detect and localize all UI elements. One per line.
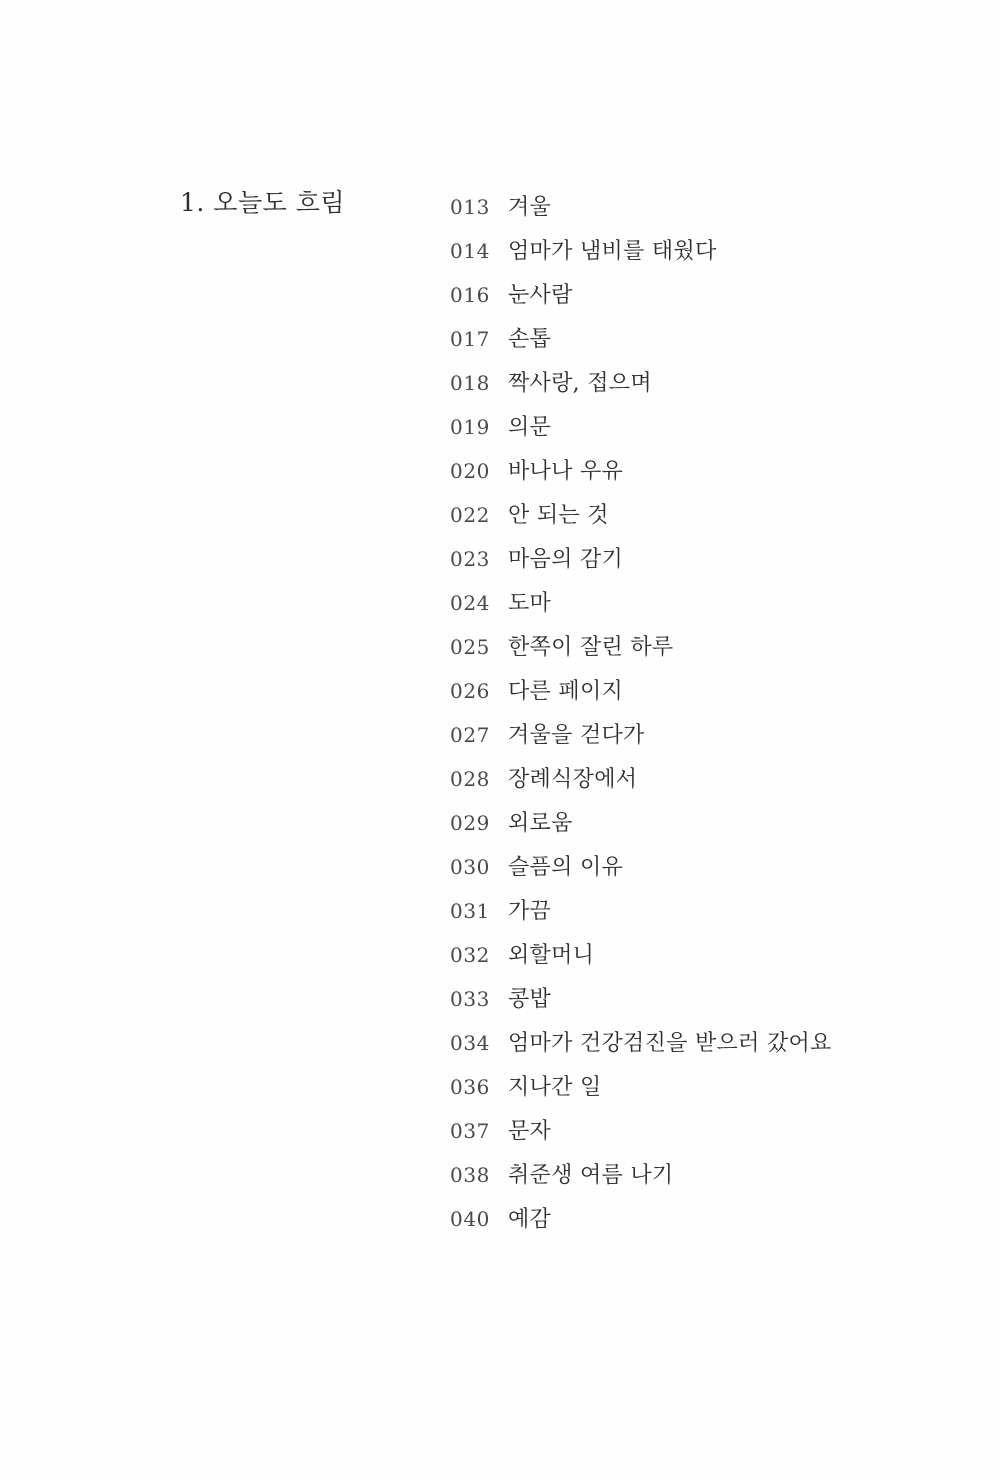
entry-title: 눈사람 [508, 283, 573, 308]
entry-page-number: 028 [450, 767, 490, 791]
entry-page-number: 017 [450, 327, 490, 351]
list-item [450, 757, 940, 801]
toc-entry-list [450, 185, 940, 1241]
list-item [450, 977, 940, 1021]
list-item [450, 933, 940, 977]
list-item [450, 493, 940, 537]
entry-page-number: 026 [450, 679, 490, 703]
entry-page-number: 025 [450, 635, 490, 659]
entry-page-number: 040 [450, 1207, 490, 1231]
entry-page-number: 014 [450, 239, 490, 263]
list-item [450, 1109, 940, 1153]
entry-title: 취준생 여름 나기 [508, 1163, 674, 1188]
entry-page-number: 019 [450, 415, 490, 439]
list-item [450, 801, 940, 845]
list-item [450, 669, 940, 713]
list-item [450, 537, 940, 581]
entry-title: 엄마가 냄비를 태웠다 [508, 239, 717, 264]
entry-title: 문자 [508, 1119, 552, 1144]
entry-title: 바나나 우유 [508, 459, 624, 484]
entry-page-number: 023 [450, 547, 490, 571]
list-item [450, 405, 940, 449]
entry-title: 손톱 [508, 327, 552, 352]
entry-title: 엄마가 건강검진을 받으러 갔어요 [508, 1031, 832, 1056]
list-item [450, 361, 940, 405]
entry-title: 예감 [508, 1207, 552, 1232]
entry-title: 콩밥 [508, 987, 552, 1012]
entry-page-number: 024 [450, 591, 490, 615]
entry-page-number: 022 [450, 503, 490, 527]
entry-page-number: 033 [450, 987, 490, 1011]
entry-title: 겨울 [508, 195, 552, 220]
list-item [450, 449, 940, 493]
entry-page-number: 013 [450, 195, 490, 219]
entry-title: 의문 [508, 415, 552, 440]
entry-title: 안 되는 것 [508, 503, 609, 528]
list-item [450, 625, 940, 669]
entry-page-number: 030 [450, 855, 490, 879]
entry-page-number: 016 [450, 283, 490, 307]
list-item [450, 889, 940, 933]
section-heading: 1. 오늘도 흐림 [180, 188, 345, 217]
entry-title: 지나간 일 [508, 1075, 602, 1100]
list-item [450, 1021, 940, 1065]
entry-title: 도마 [508, 591, 552, 616]
list-item [450, 1065, 940, 1109]
entry-page-number: 034 [450, 1031, 490, 1055]
list-item [450, 273, 940, 317]
entry-page-number: 029 [450, 811, 490, 835]
entry-page-number: 037 [450, 1119, 490, 1143]
list-item [450, 185, 940, 229]
entry-title: 한쪽이 잘린 하루 [508, 635, 674, 660]
entry-page-number: 018 [450, 371, 490, 395]
entry-title: 외할머니 [508, 943, 595, 968]
entry-title: 가끔 [508, 899, 552, 924]
entry-page-number: 032 [450, 943, 490, 967]
entry-title: 마음의 감기 [508, 547, 624, 572]
entry-page-number: 031 [450, 899, 490, 923]
list-item [450, 1197, 940, 1241]
list-item [450, 317, 940, 361]
list-item [450, 1153, 940, 1197]
list-item [450, 229, 940, 273]
list-item [450, 713, 940, 757]
entry-title: 겨울을 걷다가 [508, 723, 645, 748]
entry-page-number: 020 [450, 459, 490, 483]
entry-page-number: 038 [450, 1163, 490, 1187]
entry-title: 장례식장에서 [508, 767, 638, 792]
list-item [450, 845, 940, 889]
entry-title: 다른 페이지 [508, 679, 624, 704]
table-of-contents [180, 185, 940, 1241]
entry-page-number: 027 [450, 723, 490, 747]
entry-title: 짝사랑, 접으며 [508, 371, 652, 396]
entry-page-number: 036 [450, 1075, 490, 1099]
entry-title: 외로움 [508, 811, 573, 836]
entry-title: 슬픔의 이유 [508, 855, 624, 880]
list-item [450, 581, 940, 625]
